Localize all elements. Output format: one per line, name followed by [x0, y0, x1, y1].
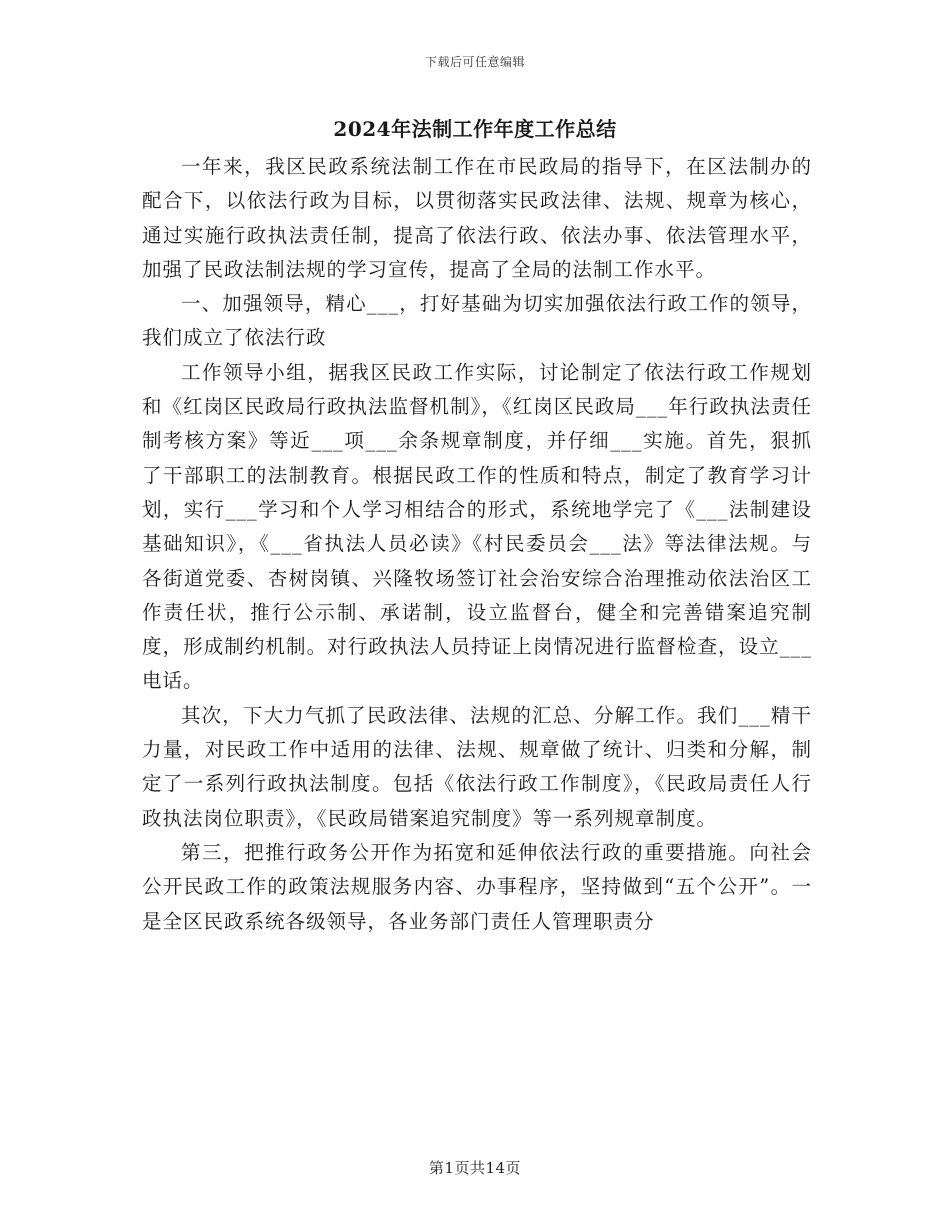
- paragraph-leadership-group: 工作领导小组，据我区民政工作实际，讨论制定了依法行政工作规划和《红岗区民政局行政执法监督机制》，《红岗区民政局___年行政执法责任制考核方案》等近___项___余条规章制度，并仔细___实施。首先，狠抓了干部职工的法制教育。根据民政工作的性质和特点，制定了教育学习计划，实行___学习和个人学习相结合的形式，系统地学完了《___法制建设基础知识》，《___省执法人员必读》《村民委员会___法》等法律法规。与各街道党委、杏树岗镇、兴隆牧场签订社会治安综合治理推动依法治区工作责任状，推行公示制、承诺制，设立监督台，健全和完善错案追究制度，形成制约机制。对行政执法人员持证上岗情况进行监督检查，设立___电话。: [142, 360, 812, 693]
- header-note: 下载后可任意编辑: [424, 55, 525, 69]
- paragraph-second: 其次，下大力气抓了民政法律、法规的汇总、分解工作。我们___精干力量，对民政工作中适用的法律、法规、规章做了统计、归类和分解，制定了一系列行政执法制度。包括《依法行政工作制度》，《民政局责任人行政执法岗位职责》，《民政局错案追究制度》等一系列规章制度。: [142, 703, 812, 830]
- paragraph-intro: 一年来，我区民政系统法制工作在市民政局的指导下，在区法制办的配合下，以依法行政为目标，以贯彻落实民政法律、法规、规章为核心，通过实施行政执法责任制，提高了依法行政、依法办事、依法管理水平，加强了民政法制法规的学习宣传，提高了全局的法制工作水平。: [142, 155, 812, 281]
- document-title: 2024年法制工作年度工作总结: [333, 117, 617, 141]
- paragraph-section-one: 一、加强领导，精心___，打好基础为切实加强依法行政工作的领导，我们成立了依法行政: [142, 292, 812, 350]
- document-body: [142, 150, 812, 939]
- page-number: 第1页共14页: [428, 1159, 522, 1177]
- paragraph-third: 第三，把推行政务公开作为拓宽和延伸依法行政的重要措施。向社会公开民政工作的政策法规服务内容、办事程序，坚持做到“五个公开”。一是全区民政系统各级领导，各业务部门责任人管理职责分: [142, 840, 812, 933]
